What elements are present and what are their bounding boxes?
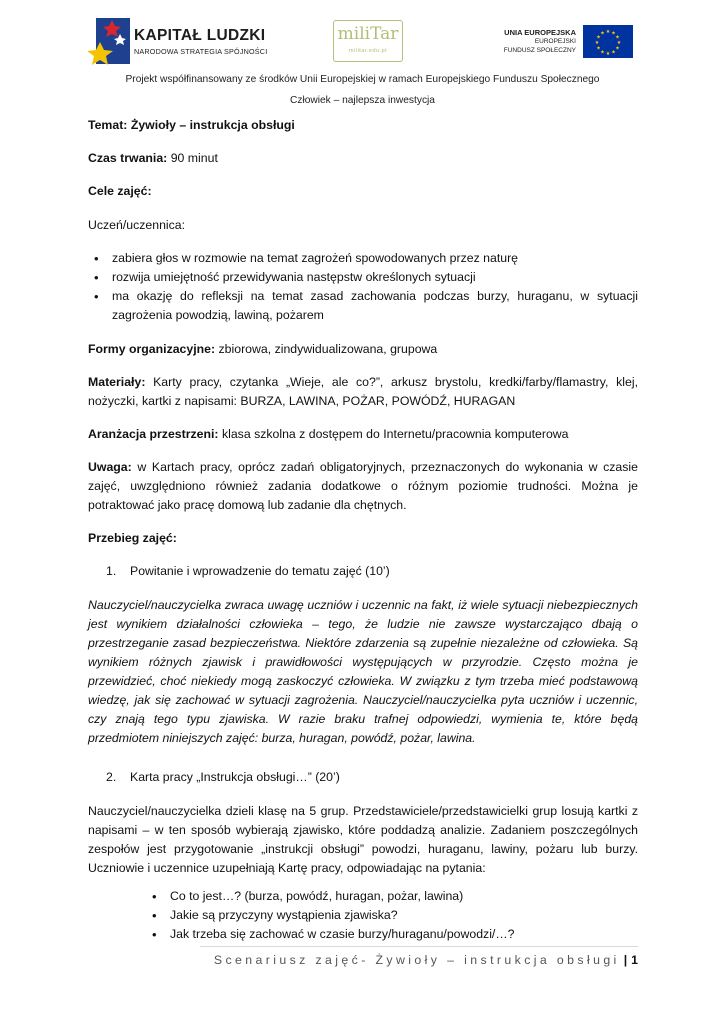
page-header — [0, 0, 725, 112]
footer-separator: | — [623, 953, 628, 967]
svg-text:★: ★ — [611, 49, 616, 56]
eu-flag-icon — [583, 25, 633, 58]
topic-label: Temat: — [88, 118, 128, 132]
svg-text:★: ★ — [596, 45, 601, 52]
militar-logo-url: militar.edu.pl — [349, 48, 387, 54]
materials-value: Karty pracy, czytanka „Wieje, ale co?”, arkusz brystolu, kredki/farby/flamastry, klej, nożyczki, kartki z napisami: BURZA, LAWINA, POŻAR, POWÓDŹ, HURAGAN — [88, 375, 638, 408]
eu-label-line1: UNIA EUROPEJSKA — [504, 28, 576, 37]
eu-label — [486, 28, 576, 55]
footer-title: Scenariusz zajęć- Żywioły – instrukcja obsługi — [213, 953, 620, 967]
lesson-plan-content — [88, 116, 638, 944]
course-step-title-row — [106, 562, 638, 581]
goals-intro: Uczeń/uczennica: — [88, 218, 186, 232]
svg-text:★: ★ — [615, 34, 620, 41]
eu-label-line3: FUNDUSZ SPOŁECZNY — [503, 47, 576, 54]
course-step — [88, 768, 638, 944]
kapital-ludzki-logo — [88, 12, 268, 68]
course-step-questions — [146, 887, 638, 944]
forms-line — [88, 340, 638, 359]
course-step-description: Nauczyciel/nauczycielka zwraca uwagę uczniów i uczennic na fakt, iż wiele sytuacji niebezpiecznych jest wynikiem działalności człowieka – tego, że ludzie nie zawsze wystarczająco dbają o przestrzeganie zasad bezpieczeństwa. Niektóre zdarzenia są zupełnie niezależne od człowieka. Są wynikiem różnych zjawisk i prawidłowości występujących w przyrodzie. Często można je przewidzieć, choć niekiedy mogą zaskoczyć człowieka. W związku z tym trzeba mieć podstawową wiedzę, jak się zachować w sytuacji zagrożenia. Nauczyciel/nauczycielka pyta uczniów i uczennic, czy znają tego typu zjawiska. W razie braku trafnej odpowiedzi, wymienia te, które będą przedmiotem niniejszych zajęć: burza, huragan, powódź, pożar, lawina. — [88, 598, 638, 745]
course-step-number: 2. — [106, 770, 117, 784]
question-item: • Co to jest…? (burza, powódź, huragan, pożar, lawina) — [146, 887, 638, 906]
course-step-title-row — [106, 768, 638, 787]
militar-logo-word: miliTar — [337, 24, 399, 44]
note-line — [88, 458, 638, 515]
course-step-description: Nauczyciel/nauczycielka dzieli klasę na 5 grup. Przedstawiciele/przedstawicielki grup losują kartki z napisami – w ten sposób wybierają zjawisko, które poddadzą analizie. Zadaniem poszczególnych zespołów jest przygotowanie „instrukcji obsługi” powodzi, huraganu, lawiny, pożaru lub burzy. Uczniowie i uczennice uzupełniają Kartę pracy, odpowiadając na pytania: — [88, 804, 638, 875]
space-value: klasa szkolna z dostępem do Internetu/pracownia komputerowa — [221, 427, 569, 441]
duration-label: Czas trwania: — [88, 151, 168, 165]
topic-value: Żywioły – instrukcja obsługi — [130, 118, 295, 132]
space-label: Aranżacja przestrzeni: — [88, 427, 219, 441]
course-heading: Przebieg zajęć: — [88, 531, 177, 545]
page-number: 1 — [631, 953, 638, 967]
course-step-title: Karta pracy „Instrukcja obsługi…” (20’) — [130, 770, 340, 784]
note-label: Uwaga: — [88, 460, 132, 474]
svg-text:★: ★ — [605, 29, 611, 35]
svg-text:★: ★ — [596, 34, 601, 41]
note-value: w Kartach pracy, oprócz zadań obligatoryjnych, przeznaczonych do wykonania w czasie zajęć, uwzględniono również zadania dodatkowe o różnym poziomie trudności. Można je potraktować jako pracę domową lub zadanie dla chętnych. — [88, 460, 638, 512]
goals-heading: Cele zajęć: — [88, 184, 152, 198]
materials-label: Materiały: — [88, 375, 146, 389]
materials-line — [88, 373, 638, 411]
svg-text:★: ★ — [600, 30, 605, 37]
militar-logo — [333, 20, 403, 62]
forms-label: Formy organizacyjne: — [88, 342, 216, 356]
project-motto: Człowiek – najlepsza inwestycja — [290, 95, 435, 106]
svg-text:★: ★ — [605, 51, 611, 57]
course-step-title: Powitanie i wprowadzenie do tematu zajęć (10’) — [130, 564, 390, 578]
question-item: • Jakie są przyczyny wystąpienia zjawiska? — [146, 906, 638, 925]
goals-list-item: • rozwija umiejętność przewidywania następstw określonych sytuacji — [88, 268, 638, 287]
course-step — [88, 562, 638, 748]
goals-list-item: • zabiera głos w rozmowie na temat zagrożeń spowodowanych przez naturę — [88, 249, 638, 268]
project-cofinancing-line: Projekt współfinansowany ze środków Unii Europejskiej w ramach Europejskiego Funduszu Społecznego — [125, 74, 600, 85]
forms-value: zbiorowa, zindywidualizowana, grupowa — [218, 342, 438, 356]
goals-list — [88, 249, 638, 325]
space-line — [88, 425, 638, 444]
eu-label-line2: EUROPEJSKI — [534, 38, 576, 45]
topic-line — [88, 116, 638, 135]
duration-value: 90 minut — [170, 151, 218, 165]
footer-divider — [200, 946, 638, 947]
question-item: • Jak trzeba się zachować w czasie burzy/huraganu/powodzi/…? — [146, 925, 638, 944]
kapital-ludzki-title: KAPITAŁ LUDZKI — [134, 27, 266, 44]
svg-text:★: ★ — [611, 30, 616, 37]
goals-list-item: • ma okazję do refleksji na temat zasad zachowania podczas burzy, huraganu, w sytuacji zagrożenia powodzią, lawiną, pożarem — [88, 287, 638, 325]
duration-line — [88, 149, 638, 168]
svg-text:★: ★ — [615, 45, 620, 52]
page-footer — [214, 953, 638, 967]
svg-text:★: ★ — [594, 40, 600, 46]
kapital-ludzki-star-icon — [88, 12, 134, 68]
course-step-number: 1. — [106, 564, 117, 578]
svg-text:★: ★ — [600, 49, 605, 56]
svg-text:★: ★ — [616, 40, 622, 46]
kapital-ludzki-subtitle: NARODOWA STRATEGIA SPÓJNOŚCI — [134, 47, 268, 56]
